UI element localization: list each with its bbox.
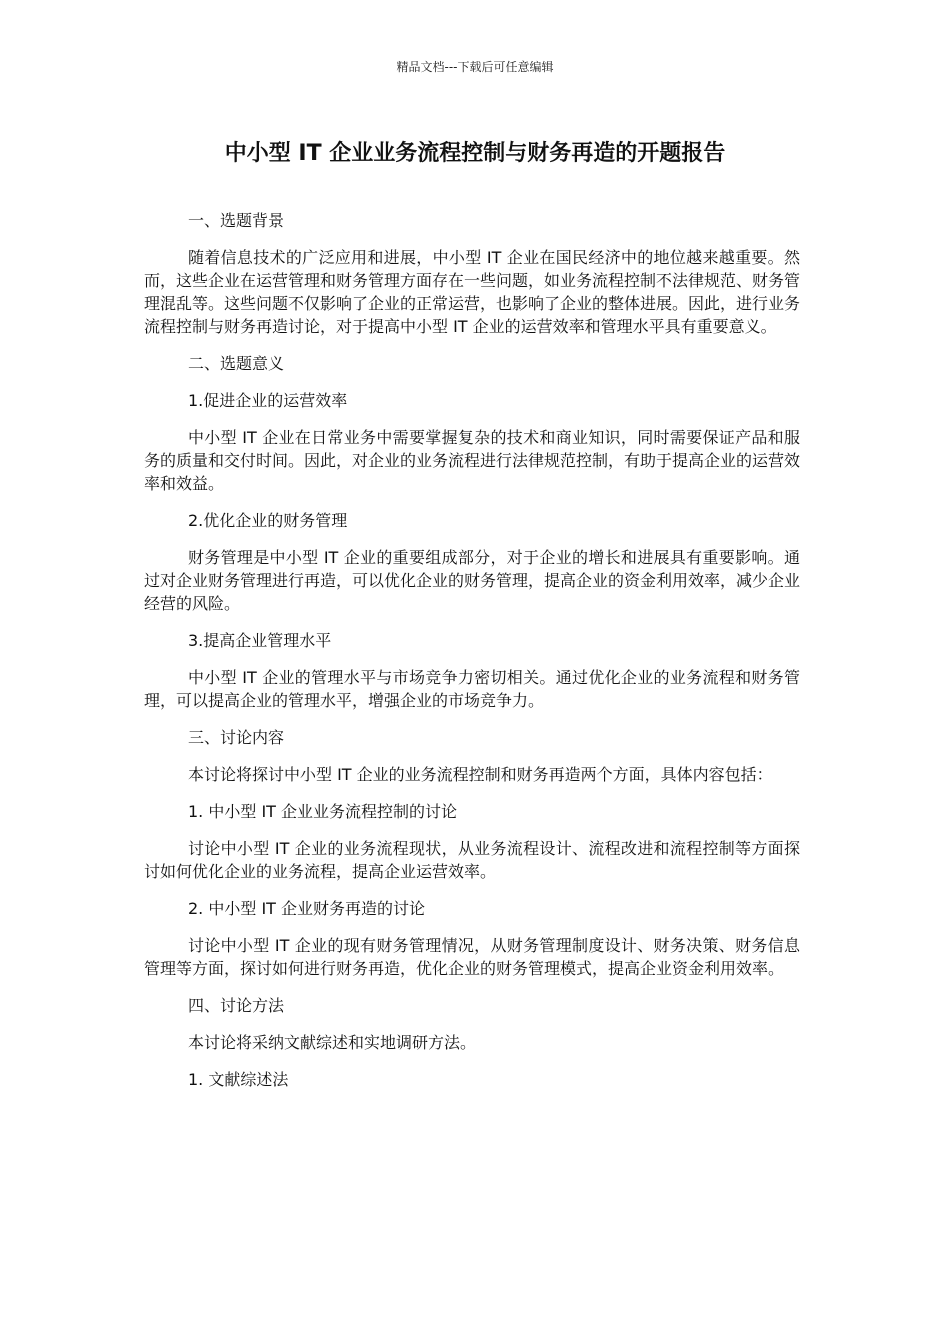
subheading-literature-review: 1. 文献综述法 xyxy=(188,1070,289,1089)
paragraph-content-intro: 本讨论将探讨中小型 IT 企业的业务流程控制和财务再造两个方面，具体内容包括： xyxy=(188,765,773,784)
header-note: 精品文档---下载后可任意编辑 xyxy=(396,60,554,74)
subheading-process-control: 1. 中小型 IT 企业业务流程控制的讨论 xyxy=(188,802,458,821)
subheading-efficiency: 1.促进企业的运营效率 xyxy=(188,391,348,410)
section-heading-methods: 四、讨论方法 xyxy=(188,996,285,1015)
subheading-finance: 2.优化企业的财务管理 xyxy=(188,511,348,530)
paragraph-financial-reengineering: 讨论中小型 IT 企业的现有财务管理情况，从财务管理制度设计、财务决策、财务信息管理等方面，探讨如何进行财务再造，优化企业的财务管理模式，提高企业资金利用效率。 xyxy=(144,936,800,978)
document-title: 中小型 IT 企业业务流程控制与财务再造的开题报告 xyxy=(224,141,726,166)
section-heading-background: 一、选题背景 xyxy=(188,211,285,230)
paragraph-management: 中小型 IT 企业的管理水平与市场竞争力密切相关。通过优化企业的业务流程和财务管理，可以提高企业的管理水平，增强企业的市场竞争力。 xyxy=(144,668,800,710)
section-heading-content: 三、讨论内容 xyxy=(188,728,285,747)
paragraph-process-control: 讨论中小型 IT 企业的业务流程现状，从业务流程设计、流程改进和流程控制等方面探讨如何优化企业的业务流程，提高企业运营效率。 xyxy=(144,839,800,881)
paragraph-efficiency: 中小型 IT 企业在日常业务中需要掌握复杂的技术和商业知识，同时需要保证产品和服务的质量和交付时间。因此，对企业的业务流程进行法律规范控制，有助于提高企业的运营效率和效益。 xyxy=(144,428,801,493)
subheading-financial-reengineering: 2. 中小型 IT 企业财务再造的讨论 xyxy=(188,899,426,918)
paragraph-finance: 财务管理是中小型 IT 企业的重要组成部分，对于企业的增长和进展具有重要影响。通过对企业财务管理进行再造，可以优化企业的财务管理，提高企业的资金利用效率，减少企业经营的风险。 xyxy=(144,548,801,613)
document-body xyxy=(144,209,800,1105)
section-heading-significance: 二、选题意义 xyxy=(188,354,285,373)
subheading-management: 3.提高企业管理水平 xyxy=(188,631,332,650)
paragraph-background: 随着信息技术的广泛应用和进展，中小型 IT 企业在国民经济中的地位越来越重要。然而，这些企业在运营管理和财务管理方面存在一些问题，如业务流程控制不法律规范、财务管理混乱等。这些问题不仅影响了企业的正常运营，也影响了企业的整体进展。因此，进行业务流程控制与财务再造讨论，对于提高中小型 IT 企业的运营效率和管理水平具有重要意义。 xyxy=(144,248,801,336)
paragraph-methods-intro: 本讨论将采纳文献综述和实地调研方法。 xyxy=(188,1033,477,1052)
